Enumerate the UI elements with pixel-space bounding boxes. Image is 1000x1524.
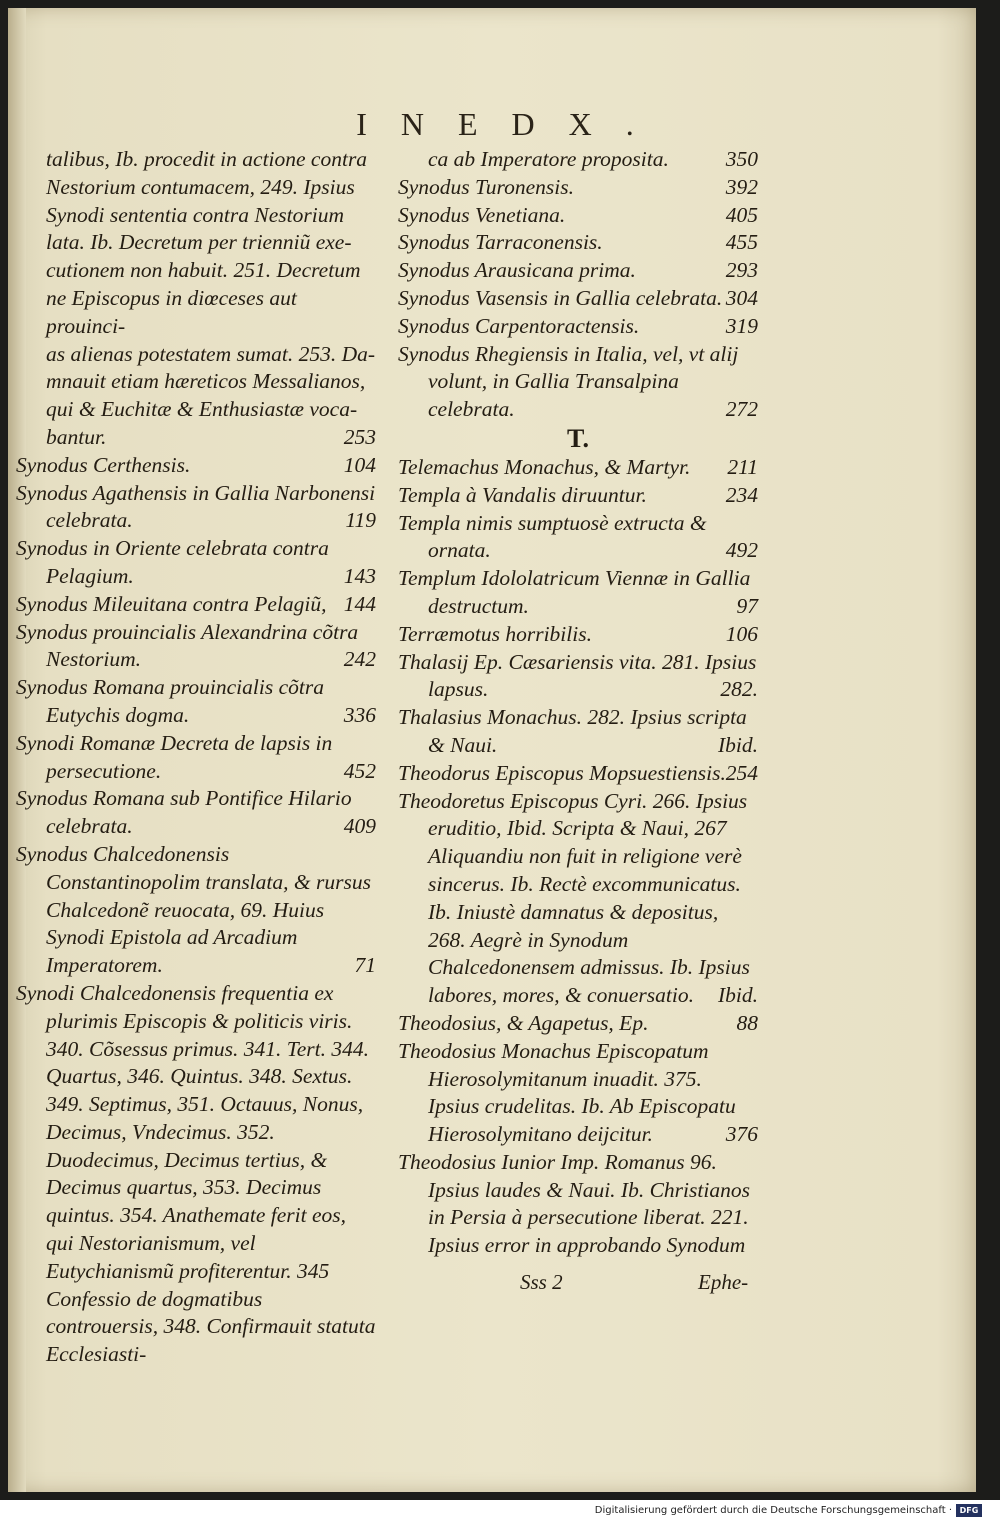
lead-line: mnauit etiam hæreticos Messalianos,: [46, 369, 366, 394]
entry-text: Templa à Vandalis diruuntur.: [398, 482, 647, 507]
index-entry: [16, 619, 376, 675]
entry-text: Synodus Chalcedonensis Constantinopolim translata, & rursus Chalcedonẽ reuocata, 69. Huius Synodi Epistola ad Arcadium Imperatorem.: [16, 841, 371, 978]
page-number: 452: [343, 758, 376, 783]
page-number: 97: [736, 593, 758, 618]
page-number: 336: [343, 702, 376, 727]
entry-text: Synodus Mileuitana contra Pelagiũ,: [16, 591, 327, 616]
index-entry: [398, 510, 758, 566]
page-number: 282.: [720, 677, 758, 702]
lead-line: as alienas potestatem sumat. 253. Da-: [46, 341, 376, 366]
index-entry: [398, 760, 758, 788]
entry-text: Synodus Romana sub Pontifice Hilario celebrata.: [16, 786, 352, 839]
page-number: 119: [345, 508, 376, 533]
book-page: [8, 8, 976, 1492]
index-entry: [398, 229, 758, 257]
index-entry: [398, 454, 758, 482]
index-entry: [398, 1010, 758, 1038]
entry-text: Synodi Romanæ Decreta de lapsis in persecutione.: [16, 730, 333, 783]
lead-line: qui & Euchitæ & Enthusiastæ voca-: [46, 397, 358, 422]
lead-line: cutionem non habuit. 251. Decretum: [46, 258, 361, 283]
page-number: 143: [343, 563, 376, 588]
page-number: 71: [354, 953, 376, 978]
entry-text: Synodi Chalcedonensis frequentia ex plurimis Episcopis & politicis viris. 340. Cõsessus primus. 341. Tert. 344. Quartus, 346. Quintus. 348. Sextus. 349. Septimus, 351. Octauus, Nonus, Decimus, Vndecimus. 352. Duodecimus, Decimus tertius, & Decimus quartus, 353. Decimus quintus. 354. Anathemate ferit eos, qui Nestorianismum, vel Eutychianismũ profiterentur. 345 Confessio de dogmatibus controuersis, 348. Confirmauit statuta Ecclesiasti-: [16, 980, 376, 1367]
index-entry: [398, 313, 758, 341]
entry-text: Terræmotus horribilis.: [398, 621, 592, 646]
entry-text: Theodosius Monachus Episcopatum Hierosolymitanum inuadit. 375. Ipsius crudelitas. Ib. Ab Episcopatu Hierosolymitano deijcitur.: [398, 1038, 736, 1147]
lead-line: Synodi sententia contra Nestorium: [46, 202, 344, 227]
index-entry: [16, 480, 376, 536]
index-entry: [398, 621, 758, 649]
entry-text: Synodus Agathensis in Gallia Narbonensi celebrata.: [16, 480, 376, 533]
index-entry: [398, 1038, 758, 1149]
index-entry: [16, 841, 376, 980]
page-number: 253: [343, 424, 376, 449]
page-number: 234: [725, 482, 758, 507]
page-number: 392: [725, 174, 758, 199]
page-number: 104: [343, 452, 376, 477]
index-entry: [398, 565, 758, 621]
page-number: 405: [725, 202, 758, 227]
entry-text: Templa nimis sumptuosè extructa & ornata.: [398, 510, 707, 563]
index-entry: [398, 1149, 758, 1260]
page-number: 254: [725, 760, 758, 785]
page-number: 409: [343, 814, 376, 839]
entry-text: Synodus in Oriente celebrata contra Pelagium.: [16, 536, 329, 588]
index-entry: [398, 285, 758, 313]
page-number: 304: [725, 285, 758, 310]
index-entry: [16, 535, 376, 591]
entry-text: Synodus Certhensis.: [16, 452, 191, 477]
index-entry: [398, 482, 758, 510]
entry-text: Synodus Turonensis.: [398, 174, 574, 199]
index-entry: [398, 202, 758, 230]
page-number: 242: [343, 647, 376, 672]
page-number: 272: [725, 397, 758, 422]
entry-text: Theodosius, & Agapetus, Ep.: [398, 1010, 649, 1035]
entry-text: Synodus Venetiana.: [398, 202, 566, 227]
page-number: 106: [725, 621, 758, 646]
left-lead: [16, 146, 376, 452]
section-letter: T.: [567, 423, 589, 453]
catchword: Ephe-: [698, 1270, 749, 1294]
page-number: Ibid.: [717, 983, 758, 1008]
index-entry: [398, 649, 758, 705]
index-entry: [398, 257, 758, 285]
page-number: 319: [725, 313, 758, 338]
page-number: 492: [725, 538, 758, 563]
index-entry: [16, 785, 376, 841]
entry-text: Theodoretus Episcopus Cyri. 266. Ipsius eruditio, Ibid. Scripta & Naui, 267 Aliquandiu non fuit in religione verè sincerus. Ib. Rectè excommunicatus. Ib. Iniustè damnatus & depositus, 268. Aegrè in Synodum Chalcedonensem admissus. Ib. Ipsius labores, mores, & conuersatio.: [398, 788, 750, 1008]
lead-tail-text: bantur.: [46, 424, 107, 449]
index-entry: [398, 704, 758, 760]
page-number: 455: [725, 230, 758, 255]
index-entry: [16, 730, 376, 786]
entry-text: Synodus prouincialis Alexandrina cõtra Nestorium.: [16, 619, 359, 672]
page-header: INEDX.: [356, 106, 668, 142]
right-column: [398, 146, 758, 1260]
entry-text: Synodus Vasensis in Gallia celebrata.: [398, 285, 723, 310]
page-number: 88: [736, 1010, 758, 1035]
index-entry: [16, 591, 376, 619]
index-entry: [16, 452, 376, 480]
page-number: 211: [727, 454, 758, 479]
entry-text: Synodus Carpentoractensis.: [398, 313, 640, 338]
page-number: Ibid.: [717, 732, 758, 757]
entry-text: Thalasij Ep. Cæsariensis vita. 281. Ipsius lapsus.: [398, 649, 757, 702]
index-entry: [16, 980, 376, 1369]
entry-text: Thalasius Monachus. 282. Ipsius scripta & Naui.: [398, 705, 747, 757]
entry-text: Synodus Arausicana prima.: [398, 258, 636, 283]
index-entry: [398, 788, 758, 1010]
page-number: 350: [725, 147, 758, 171]
entry-text: Theodosius Iunior Imp. Romanus 96. Ipsius laudes & Naui. Ib. Christianos in Persia à persecutione liberat. 221. Ipsius error in approbando Synodum: [398, 1149, 750, 1258]
index-entry: [16, 674, 376, 730]
entry-text: Templum Idololatricum Viennæ in Gallia destructum.: [398, 566, 751, 618]
left-column: [16, 146, 376, 1369]
funding-credit: Digitalisierung gefördert durch die Deutsche Forschungsgemeinschaft ·: [594, 1505, 952, 1516]
page-number: 144: [343, 591, 376, 616]
entry-text: Telemachus Monachus, & Martyr.: [398, 454, 691, 479]
page-number: 376: [725, 1122, 758, 1147]
entry-text: Synodus Romana prouincialis cõtra Eutychis dogma.: [16, 675, 324, 727]
entry-text: ca ab Imperatore proposita.: [428, 147, 669, 171]
lead-tail: [16, 424, 376, 452]
entry-text: Synodus Rhegiensis in Italia, vel, vt alij volunt, in Gallia Transalpina celebrata.: [398, 341, 739, 422]
dfg-logo: DFG: [956, 1504, 982, 1517]
lead-line: talibus, Ib. procedit in actione contra: [46, 147, 368, 171]
index-entry: [398, 341, 758, 424]
lead-line: Nestorium contumacem, 249. Ipsius: [46, 174, 355, 199]
index-entry: [398, 174, 758, 202]
right-lead: [398, 146, 758, 174]
lead-line: lata. Ib. Decretum per trienniũ exe-: [46, 230, 352, 255]
signature-mark: Sss 2: [520, 1270, 563, 1294]
lead-line: ne Episcopus in diœceses aut prouinci-: [46, 285, 297, 338]
page-number: 293: [725, 258, 758, 283]
entry-text: Theodorus Episcopus Mopsuestiensis.: [398, 760, 726, 785]
entry-text: Synodus Tarraconensis.: [398, 230, 603, 255]
